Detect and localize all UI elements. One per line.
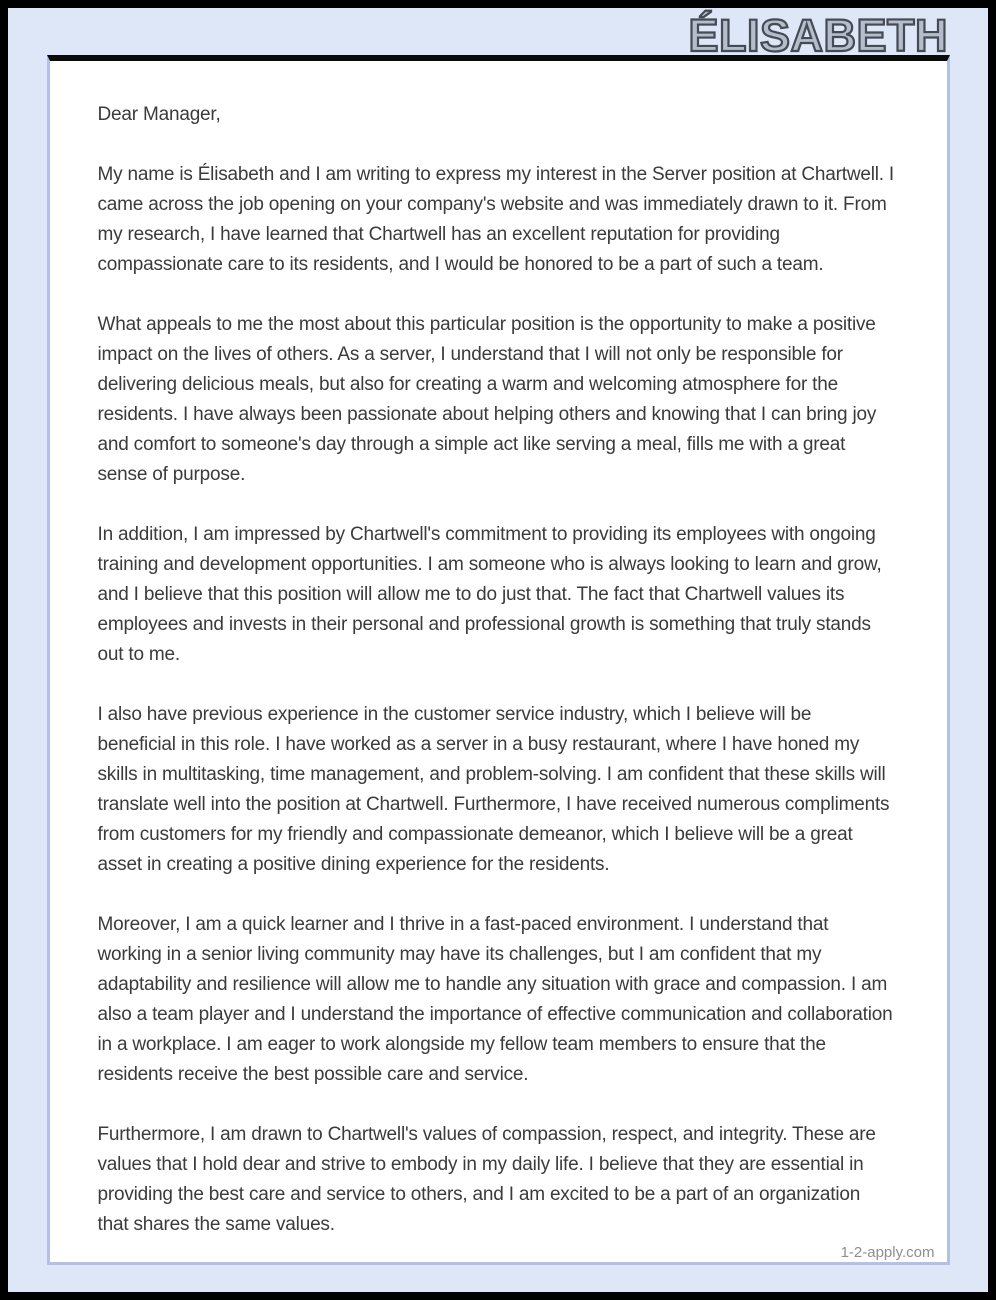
- letter-paragraph: What appeals to me the most about this particular position is the opportunity to make a positive impact on the lives of others. As a server, I understand that I will not only be responsible for delivering delicious meals, but also for creating a warm and welcoming atmosphere for the residents. I have always been passionate about helping others and knowing that I can bring joy and comfort to someone's day through a simple act like serving a meal, fills me with a great sense of purpose.: [97, 314, 877, 485]
- cover-letter-page: [47, 55, 950, 1265]
- letter-paragraph: Furthermore, I am drawn to Chartwell's values of compassion, respect, and integrity. These are values that I hold dear and strive to embody in my daily life. I believe that they are essential in providing the best care and service to others, and I am excited to be a part of an organization that shares the same values.: [97, 1124, 876, 1235]
- letter-paragraph: I also have previous experience in the customer service industry, which I believe will be beneficial in this role. I have worked as a server in a busy restaurant, where I have honed my skills in multitasking, time management, and problem-solving. I am confident that these skills will translate well into the position at Chartwell. Furthermore, I have received numerous compliments from customers for my friendly and compassionate demeanor, which I believe will be a great asset in creating a positive dining experience for the residents.: [97, 704, 890, 875]
- page-title: ÉLISABETH: [688, 10, 948, 61]
- letter-paragraph: In addition, I am impressed by Chartwell's commitment to providing its employees with ongoing training and development opportunities. I am someone who is always looking to learn and grow, and I believe that this position will allow me to do just that. The fact that Chartwell values its employees and invests in their personal and professional growth is something that truly stands out to me.: [97, 524, 882, 665]
- letter-paragraph: Moreover, I am a quick learner and I thrive in a fast-paced environment. I understand that working in a senior living community may have its challenges, but I am confident that my adaptability and resilience will allow me to handle any situation with grace and compassion. I am also a team player and I understand the importance of effective communication and collaboration in a workplace. I am eager to work alongside my fellow team members to ensure that the residents receive the best possible care and service.: [97, 914, 893, 1085]
- letter-paragraph: My name is Élisabeth and I am writing to express my interest in the Server position at Chartwell. I came across the job opening on your company's website and was immediately drawn to it. From my research, I have learned that Chartwell has an excellent reputation for providing compassionate care to its residents, and I would be honored to be a part of such a team.: [97, 164, 894, 275]
- letter-salutation: Dear Manager,: [97, 104, 221, 125]
- watermark-text: 1-2-apply.com: [840, 1244, 935, 1261]
- letter-body: [50, 61, 947, 1240]
